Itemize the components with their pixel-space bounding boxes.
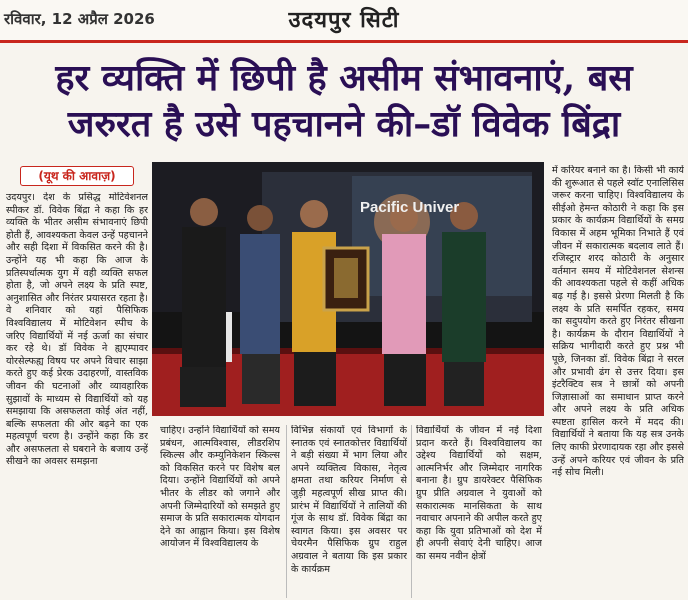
group-photo-award-icon (152, 162, 544, 416)
headline (0, 55, 688, 147)
photo-banner-text: Pacific Univer (360, 199, 460, 216)
section-title: उदयपुर सिटी (288, 8, 400, 33)
byline-tag: (यूथ की आवाज़) (20, 166, 134, 186)
article-column-1: उदयपुर। देश के प्रसिद्ध मोटिवेशनल स्पीकर डॉ. विवेक बिंद्रा ने कहा कि हर व्यक्ति के भीतर असीम संभावनाएं छिपी होती हैं, आवश्यकता केवल उन्हें पहचानने और सही दिशा में विकसित करने की है। उन्होंने यह भी कहा कि आज के प्रतिस्पर्धात्मक युग में वही व्यक्ति सफल होता है, जो अपने लक्ष्य के प्रति स्पष्ट, अनुशासित और निरंतर प्रयासरत रहता है। वे शनिवार को यहां पैसिफिक विश्वविद्यालय में मोटिवेशन स्पीच के जरिए विद्यार्थियों में नई ऊर्जा का संचार कर रहे थे। डॉ विवेक ने ह्यएम्पावर योरसेल्फह्य विषय पर अपने विचार साझा करते हुए कई प्रेरक उदाहरणों, वास्तविक जीवन की घटनाओं और व्यावहारिक सुझावों के माध्यम से विद्यार्थियों को यह समझाया कि असफलता कोई अंत नहीं, बल्कि सफलता की ओर बढ़ने का एक महत्वपूर्ण चरण है। उन्होंने कहा कि डर और असफलता से घबराने के बजाय उन्हें सीखने का अवसर समझना (6, 192, 148, 468)
event-photo (152, 162, 544, 416)
article-column-5: में करियर बनाने का है। किसी भी कार्य की शुरूआत से पहले स्वॉट एनालिसिस जरूर करना चाहिए। विश्वविद्यालय के सीईओ हेमन्त कोठारी ने कहा कि इस प्रकार के कार्यक्रम विद्यार्थियों के समग्र विकास में अहम भूमिका निभाते हैं एवं जीवन में सकारात्मक बदलाव लाते हैं। रजिस्ट्रार शरद कोठारी के अनुसार वर्तमान समय में मोटिवेशनल सेशन्स की आवश्यकता पहले से कहीं अधिक बढ़ गई है। इससे प्रेरणा मिलती है कि लक्ष्य के प्रति समर्पित रहकर, समय का सदुपयोग करते हुए निरंतर सीखना है। कार्यक्रम के दौरान विद्यार्थियों ने सक्रिय भागीदारी करते हुए प्रश्न भी पूछे, जिनका डॉ. विवेक बिंद्रा ने सरल और प्रभावी ढंग से उत्तर दिया। इस इंटरैक्टिव सत्र ने छात्रों को अपनी जिज्ञासाओं का समाधान प्राप्त करने और अपने लक्ष्य के प्रति अधिक स्पष्टता हासिल करने में मदद की। विद्यार्थियों ने बताया कि यह सत्र उनके लिए काफी प्रेरणादायक रहा और इससे उन्हें अपने करियर एवं जीवन के प्रति नई सोच मिली। (552, 165, 684, 479)
headline-line-2: जरुरत है उसे पहचानने की–डॉ विवेक बिंद्रा (67, 103, 621, 145)
dateline: रविवार, 12 अप्रैल 2026 (4, 10, 155, 28)
page-header (0, 0, 688, 43)
headline-line-1: हर व्यक्ति में छिपी है असीम संभावनाएं, बस (55, 57, 633, 99)
article-column-3: विभिन्न संकायों एवं विभागों के स्नातक एवं स्नातकोत्तर विद्यार्थियों ने बड़ी संख्या में भाग लिया और अपने व्यक्तित्व विकास, नेतृत्व क्षमता तथा करियर निर्माण से जुड़ी महत्वपूर्ण सीख प्राप्त की। प्रारंभ में विद्यार्थियों ने तालियों की गूंज के साथ डॉ. विवेक बिंद्रा का स्वागत किया। इस अवसर पर चेयरमैन पैसिफिक ग्रुप राहुल अग्रवाल ने बताया कि इस प्रकार के कार्यक्रम (291, 425, 407, 575)
column-divider (411, 425, 412, 598)
column-divider (286, 425, 287, 598)
article-column-2: चाहिए। उन्होंने विद्यार्थियों को समय प्रबंधन, आत्मविश्वास, लीडरशिप स्किल्स और कम्युनिकेशन स्किल्स को विकसित करने पर विशेष बल दिया। उन्होंने विद्यार्थियों को अपने भीतर के लीडर को जगाने और अपनी जिम्मेदारियों को समझते हुए समाज के प्रति सकारात्मक योगदान देने का आह्वान किया। इस विशेष आयोजन में विश्वविद्यालय के (160, 425, 280, 550)
article-column-4: विद्यार्थियों के जीवन में नई दिशा प्रदान करते हैं। विश्वविद्यालय का उद्देश्य विद्यार्थियों को सक्षम, आत्मनिर्भर और जिम्मेदार नागरिक बनाना है। ग्रुप डायरेक्टर पैसिफिक ग्रुप प्रीति अग्रवाल ने युवाओं को सकारात्मक मानसिकता के साथ नवाचार अपनाने की अपील करते हुए कहा कि युवा प्रतिभाओं को देश में ही अपनी सेवाएं देनी चाहिए। आज का समय नवीन क्षेत्रों (416, 425, 542, 562)
